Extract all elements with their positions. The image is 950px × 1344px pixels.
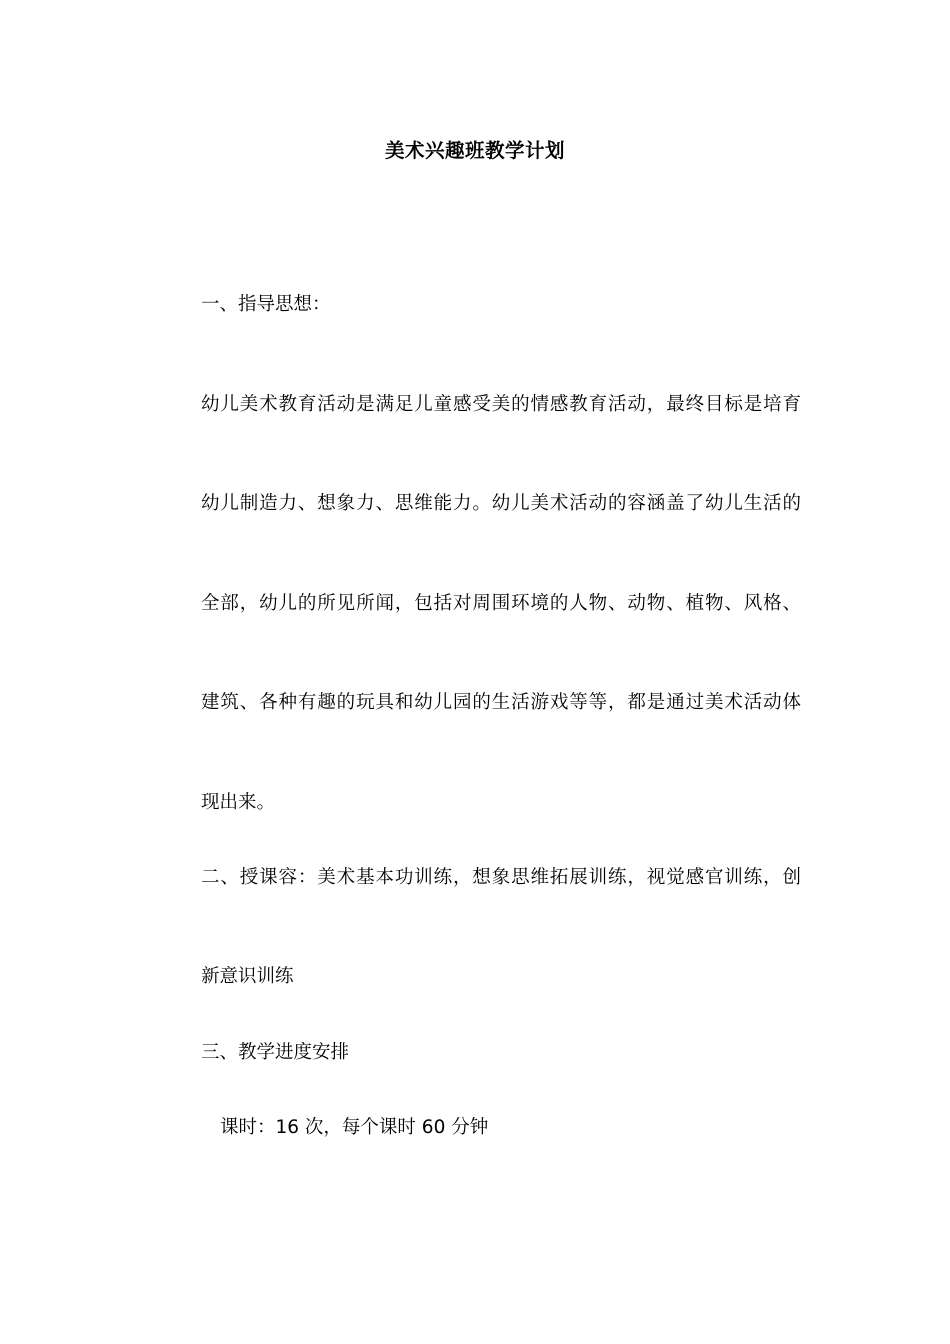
paragraph-line: 全部，幼儿的所见所闻，包括对周围环境的人物、动物、植物、风格、 bbox=[201, 593, 801, 614]
section-heading-course-content: 二、授课容：美术基本功训练，想象思维拓展训练，视觉感官训练，创 bbox=[201, 867, 801, 888]
section-heading-schedule: 三、教学进度安排 bbox=[201, 1042, 350, 1063]
paragraph-line: 新意识训练 bbox=[201, 966, 294, 987]
section-heading-guiding-ideology: 一、指导思想： bbox=[201, 294, 331, 315]
schedule-detail: 课时：16 次，每个课时 60 分钟 bbox=[220, 1117, 489, 1138]
paragraph-line: 现出来。 bbox=[201, 792, 276, 813]
paragraph-line: 幼儿制造力、想象力、思维能力。幼儿美术活动的容涵盖了幼儿生活的 bbox=[201, 493, 801, 514]
document-title: 美术兴趣班教学计划 bbox=[384, 139, 565, 162]
paragraph-line: 幼儿美术教育活动是满足儿童感受美的情感教育活动，最终目标是培育 bbox=[201, 394, 801, 415]
paragraph-line: 建筑、各种有趣的玩具和幼儿园的生活游戏等等，都是通过美术活动体 bbox=[201, 692, 801, 713]
